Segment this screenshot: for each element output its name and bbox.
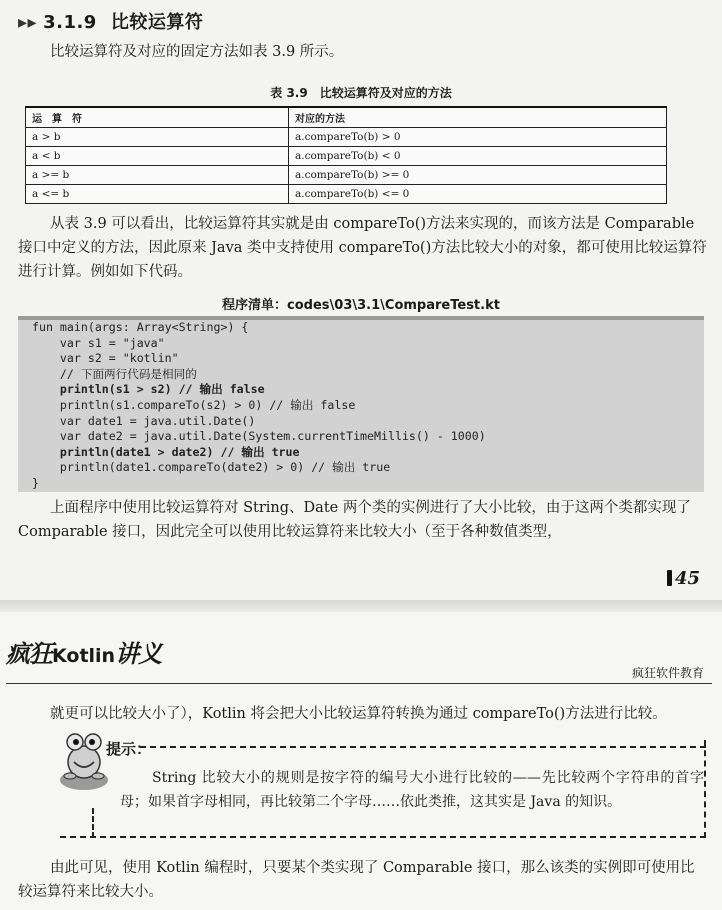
summary-paragraph: 上面程序中使用比较运算符对 String、Date 两个类的实例进行了大小比较，由于这两个类都实现了 Comparable 接口，因此完全可以使用比较运算符来比较大小（至于各种数值类型， (18, 500, 691, 540)
header-divider (6, 683, 712, 684)
header-method: 对应的方法 (289, 107, 667, 128)
frog-mascot-icon (56, 722, 112, 794)
tip-left-divider (92, 808, 94, 838)
logo-text-kotlin: Kotlin (52, 645, 116, 667)
operator-cell: a > b (26, 128, 289, 147)
code-line: // 下面两行代码是相同的 (32, 366, 197, 381)
header-operator: 运 算 符 (26, 107, 289, 128)
listing-caption: 程序清单：codes\03\3.1\CompareTest.kt (222, 298, 500, 313)
code-line: println(s1.compareTo(s2) > 0) // 输出 false (32, 397, 356, 412)
method-cell: a.compareTo(b) >= 0 (289, 166, 667, 185)
code-line: println(s1 > s2) // 输出 false (32, 382, 265, 397)
code-line: var s1 = "java" (32, 335, 165, 350)
logo-text-jiangyi: 讲义 (115, 639, 162, 668)
code-line: println(date1.compareTo(date2) > 0) // 输出 true (32, 460, 391, 475)
intro-paragraph: 比较运算符及对应的固定方法如表 3.9 所示。 (50, 44, 344, 60)
section-heading (18, 8, 203, 34)
tip-title: 提示： (106, 740, 152, 758)
table-header-row (26, 107, 667, 128)
code-line: fun main(args: Array<String>) { (32, 320, 249, 334)
operator-table (25, 106, 667, 204)
conclusion-paragraph: 由此可见，使用 Kotlin 编程时，只要某个类实现了 Comparable 接口，那么该类的实例即可使用比较运算符来比较大小。 (18, 860, 695, 900)
book-logo (6, 634, 161, 669)
table-caption: 表 3.9 比较运算符及对应的方法 (270, 86, 452, 100)
method-cell: a.compareTo(b) < 0 (289, 147, 667, 166)
double-arrow-icon: ▸▸ (18, 12, 38, 33)
code-line: println(date1 > date2) // 输出 true (32, 444, 300, 459)
continuation-paragraph: 就更可以比较大小了），Kotlin 将会把大小比较运算符转换为通过 compareTo()方法进行比较。 (50, 706, 667, 722)
table-row (26, 166, 667, 185)
page-number-text: 45 (674, 568, 700, 589)
code-line: var s2 = "kotlin" (32, 351, 179, 366)
method-cell: a.compareTo(b) <= 0 (289, 185, 667, 204)
table-row (26, 185, 667, 204)
page-number (667, 568, 700, 589)
operator-cell: a <= b (26, 185, 289, 204)
code-line: } (32, 475, 39, 490)
method-cell: a.compareTo(b) > 0 (289, 128, 667, 147)
logo-text-fengkuang: 疯狂 (6, 639, 52, 668)
operator-cell: a < b (26, 147, 289, 166)
section-title: 比较运算符 (110, 12, 204, 33)
page-mark-icon (667, 570, 672, 586)
table-row (26, 147, 667, 166)
code-listing (32, 320, 486, 492)
section-number: 3.1.9 (43, 12, 97, 33)
code-line: var date2 = java.util.Date(System.currentTimeMillis() - 1000) (32, 429, 486, 444)
explanation-paragraph: 从表 3.9 可以看出，比较运算符其实就是由 compareTo()方法来实现的，而该方法是 Comparable 接口中定义的方法，因此原来 Java 类中支持使用 compareTo()方法比较大小的对象，都可使用比较运算符进行计算。例如如下代码。 (18, 216, 707, 280)
table-row (26, 128, 667, 147)
operator-cell: a >= b (26, 166, 289, 185)
page-separator (0, 600, 722, 612)
tip-text: String 比较大小的规则是按字符的编号大小进行比较的——先比较两个字符串的首字母；如果首字母相同，再比较第二个字母……依此类推，这其实是 Java 的知识。 (120, 770, 704, 810)
code-line: var date1 = java.util.Date() (32, 413, 256, 428)
tip-top-divider (140, 746, 706, 748)
publisher-header: 疯狂软件教育 (631, 666, 704, 680)
